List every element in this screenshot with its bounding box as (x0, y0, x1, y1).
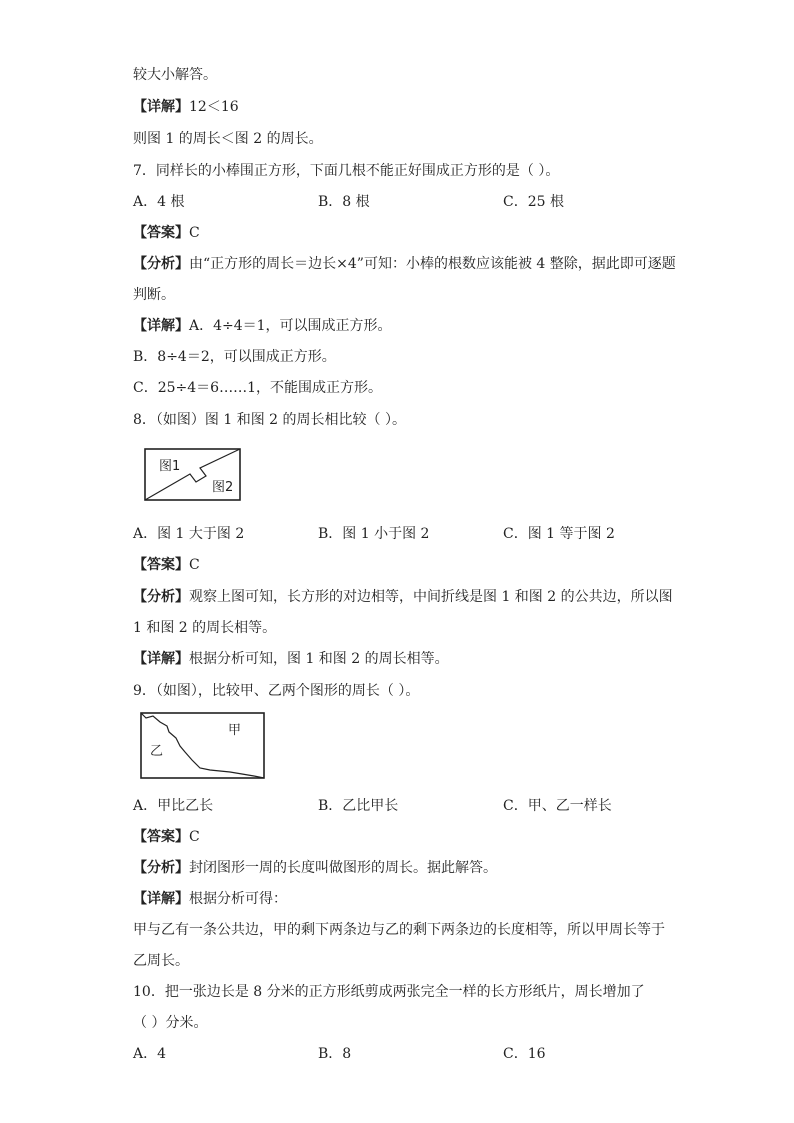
q7-analysis-cont: 判断。 (133, 287, 175, 303)
q7-answer-line (133, 223, 200, 243)
analysis-tag: 【分析】 (133, 589, 189, 605)
q8-option-c: C．图 1 等于图 2 (503, 526, 615, 542)
q8-detail: 根据分析可知，图 1 和图 2 的周长相等。 (189, 651, 449, 667)
prev-detail: 12＜16 (189, 99, 239, 115)
answer-tag: 【答案】 (133, 557, 189, 573)
q7-detail-1: A．4÷4＝1，可以围成正方形。 (189, 318, 392, 334)
prev-conclusion: 则图 1 的周长＜图 2 的周长。 (133, 131, 323, 147)
q9-option-c: C．甲、乙一样长 (503, 798, 612, 814)
q9-option-a: A．甲比乙长 (133, 798, 214, 814)
q9-figure (140, 712, 266, 780)
q7-analysis-line (133, 254, 676, 274)
q10-stem: 10．把一张边长是 8 分米的正方形纸剪成两张完全一样的长方形纸片，周长增加了 (133, 984, 645, 1000)
q9-label-jia: 甲 (228, 723, 242, 738)
q7-detail-2: B．8÷4＝2，可以围成正方形。 (133, 349, 336, 365)
q10-option-a: A．4 (133, 1046, 167, 1062)
detail-tag: 【详解】 (133, 318, 189, 334)
detail-tag: 【详解】 (133, 651, 189, 667)
q9-detail: 根据分析可得： (189, 891, 287, 907)
q8-stem: 8．（如图）图 1 和图 2 的周长相比较（ ）。 (133, 412, 406, 428)
q9-analysis-line (133, 858, 497, 878)
q9-explain-2: 乙周长。 (133, 953, 189, 969)
q10-option-c: C．16 (503, 1046, 546, 1062)
q10-option-b: B．8 (318, 1046, 352, 1062)
q8-detail-line (133, 649, 449, 669)
q7-detail-line (133, 316, 392, 336)
q8-analysis-line (133, 587, 673, 607)
q7-option-c: C．25 根 (503, 194, 564, 210)
q8-option-b: B．图 1 小于图 2 (318, 526, 430, 542)
answer-tag: 【答案】 (133, 829, 189, 845)
prev-detail-line (133, 97, 239, 117)
analysis-tag: 【分析】 (133, 256, 189, 272)
prev-tail: 较大小解答。 (133, 67, 217, 83)
q8-figure (144, 448, 242, 502)
q9-stem: 9．（如图），比较甲、乙两个图形的周长（ ）。 (133, 683, 420, 699)
detail-tag: 【详解】 (133, 99, 189, 115)
q8-analysis-cont: 1 和图 2 的周长相等。 (133, 620, 277, 636)
q8-label-2: 图2 (212, 480, 234, 495)
analysis-tag: 【分析】 (133, 860, 189, 876)
q7-option-b: B．8 根 (318, 194, 370, 210)
answer-tag: 【答案】 (133, 225, 189, 241)
q7-detail-3: C．25÷4＝6……1，不能围成正方形。 (133, 380, 382, 396)
q9-label-yi: 乙 (150, 744, 164, 759)
q7-stem: 7．同样长的小棒围正方形，下面几根不能正好围成正方形的是（ ）。 (133, 163, 560, 179)
q9-answer: C (189, 829, 200, 845)
q7-option-a: A．4 根 (133, 194, 185, 210)
q9-answer-line (133, 827, 200, 847)
q9-detail-line (133, 889, 287, 909)
q9-option-b: B．乙比甲长 (318, 798, 399, 814)
q8-analysis: 观察上图可知，长方形的对边相等，中间折线是图 1 和图 2 的公共边，所以图 (189, 589, 673, 605)
q9-analysis: 封闭图形一周的长度叫做图形的周长。据此解答。 (189, 860, 497, 876)
detail-tag: 【详解】 (133, 891, 189, 907)
q10-stem-cont: （ ）分米。 (133, 1015, 208, 1031)
q8-answer-line (133, 555, 200, 575)
q7-answer: C (189, 225, 200, 241)
q8-answer: C (189, 557, 200, 573)
q7-analysis: 由“正方形的周长＝边长×4”可知：小棒的根数应该能被 4 整除，据此即可逐题 (189, 256, 676, 272)
q9-explain-1: 甲与乙有一条公共边，甲的剩下两条边与乙的剩下两条边的长度相等，所以甲周长等于 (133, 922, 665, 938)
q8-label-1: 图1 (159, 459, 181, 474)
q8-option-a: A．图 1 大于图 2 (133, 526, 245, 542)
